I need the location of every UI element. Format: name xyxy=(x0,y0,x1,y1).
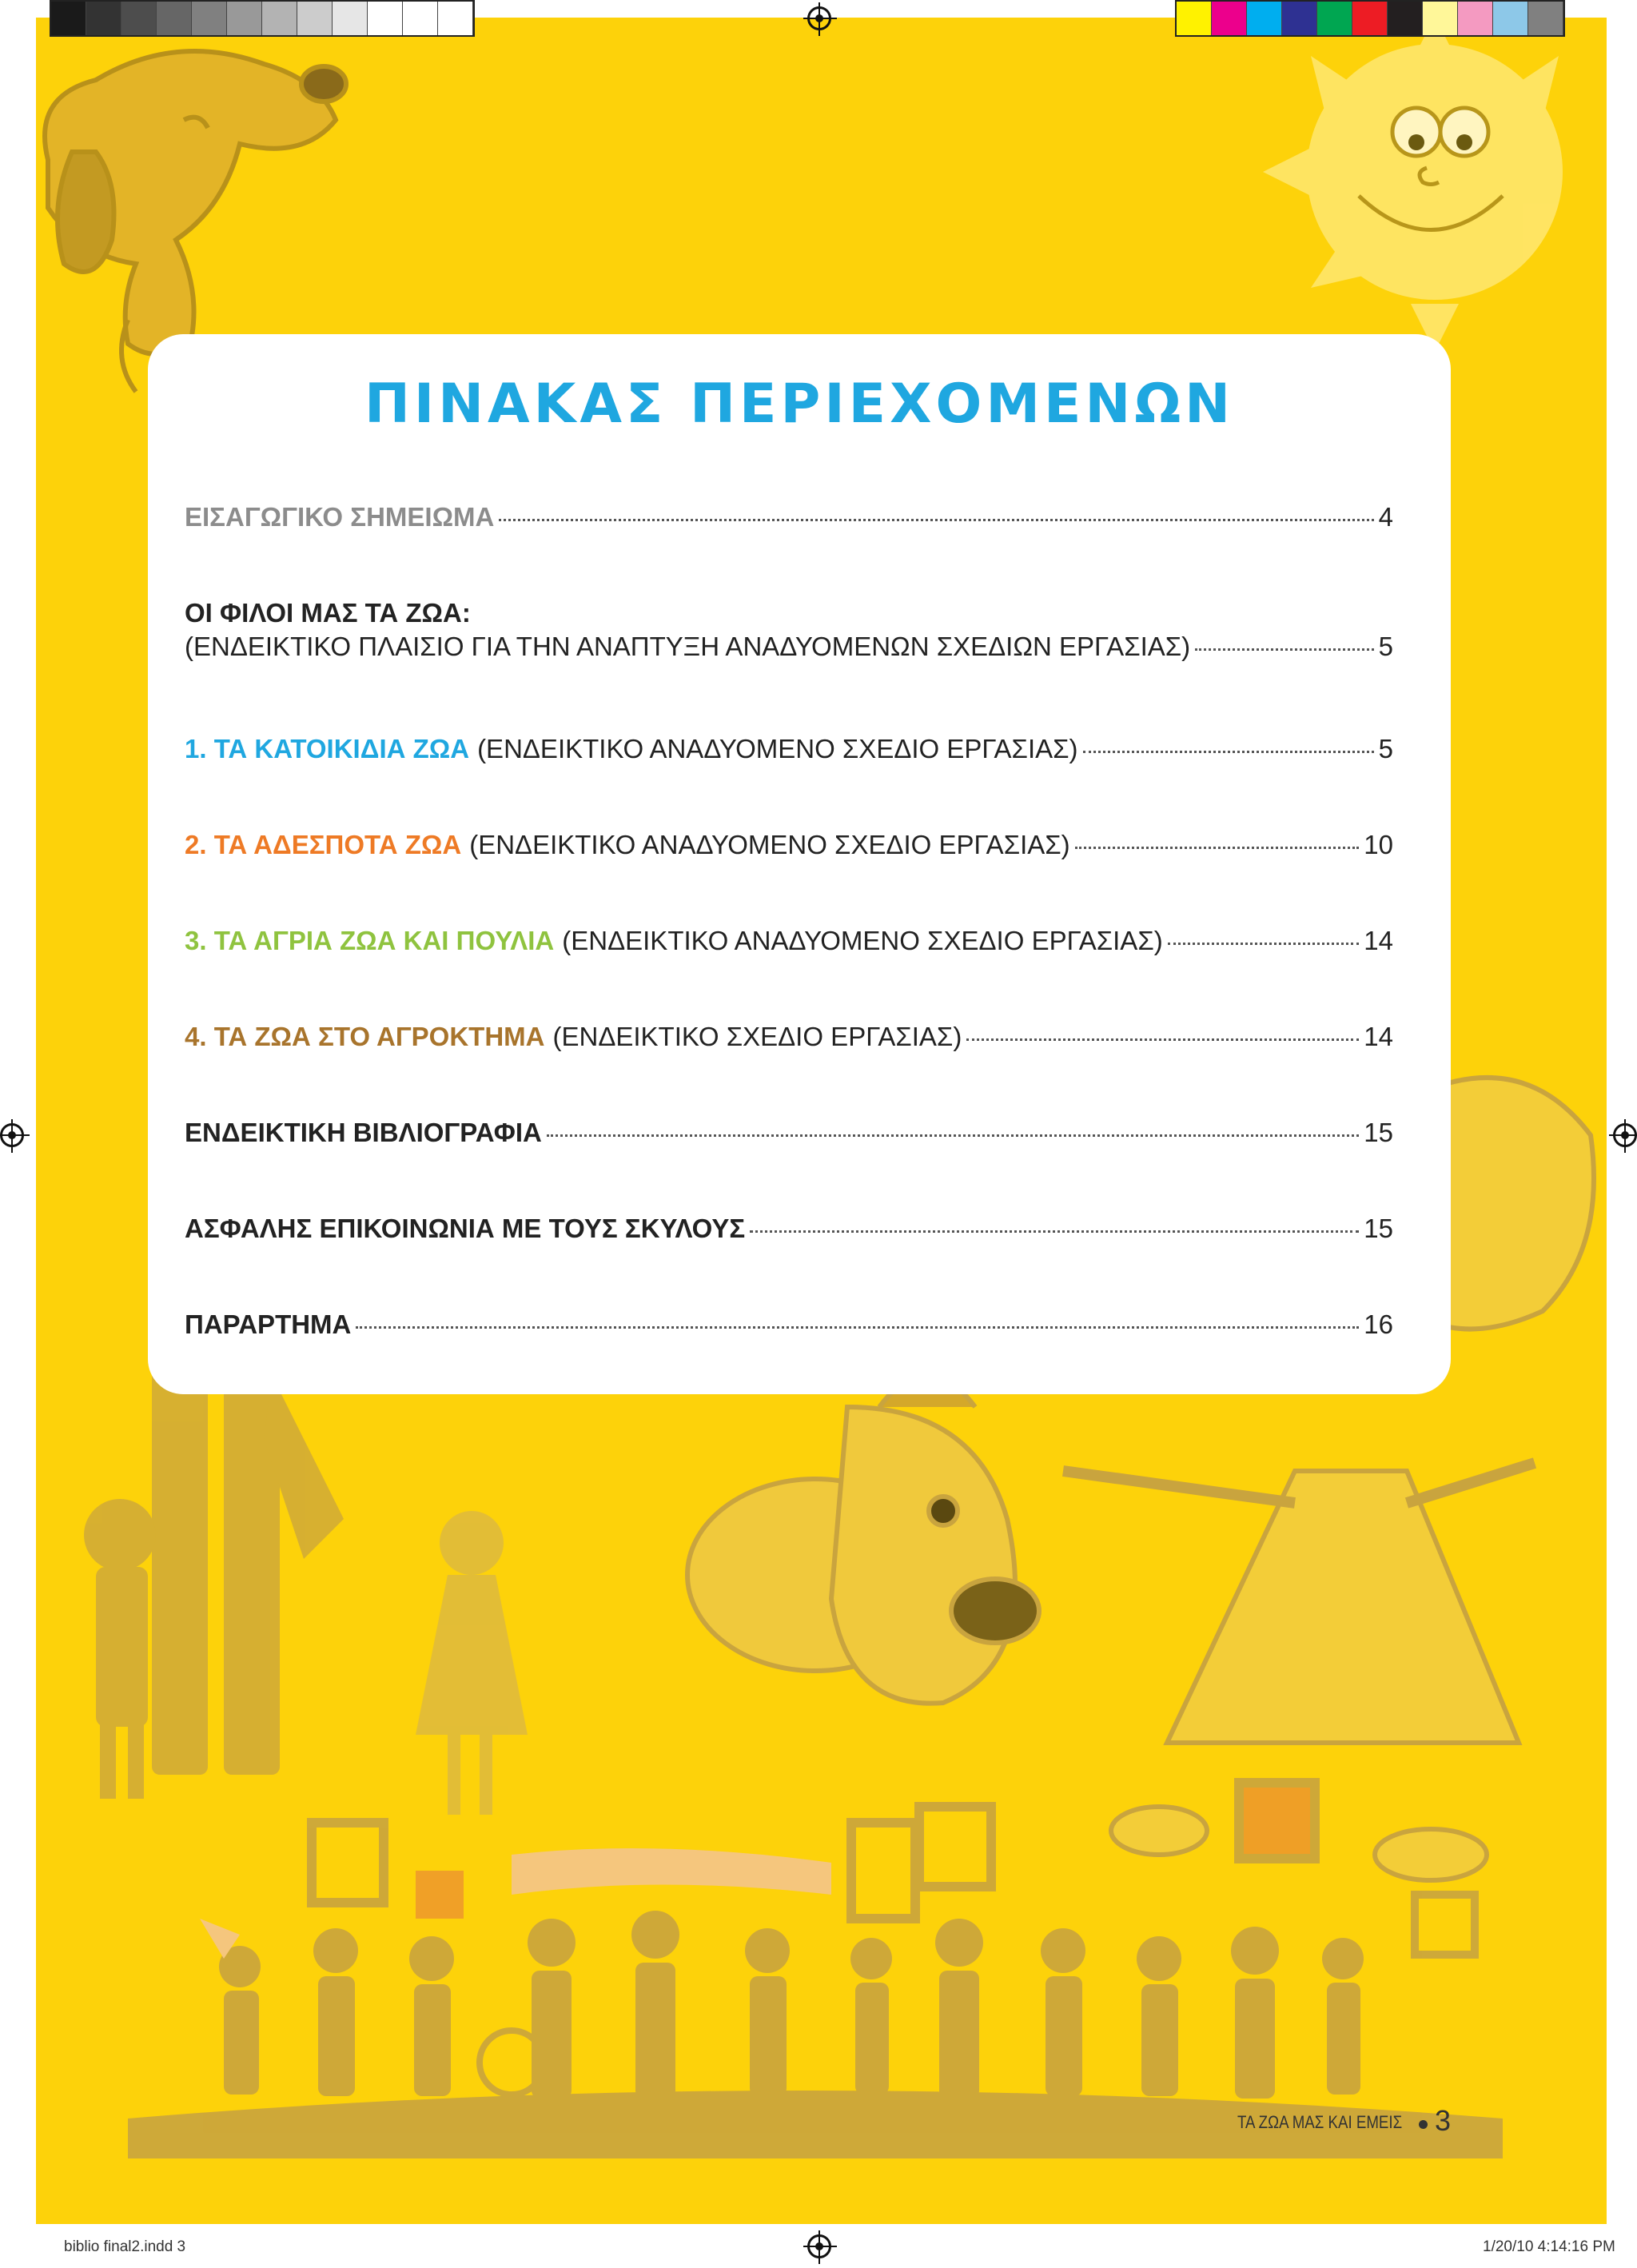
color-swatch xyxy=(1423,2,1458,35)
toc-entry-label: ΕΙΣΑΓΩΓΙΚΟ ΣΗΜΕΙΩΜΑ xyxy=(185,502,495,532)
color-swatch xyxy=(333,2,368,35)
toc-entry-note: (ΕΝΔΕΙΚΤΙΚΟ ΑΝΑΔΥΟΜΕΝΟ ΣΧΕΔΙΟ ΕΡΓΑΣΙΑΣ) xyxy=(477,734,1078,763)
color-swatch xyxy=(1458,2,1493,35)
registration-mark-left xyxy=(0,1123,24,1147)
toc-page-number: 14 xyxy=(1364,926,1393,955)
dot-leader xyxy=(1168,942,1360,945)
color-swatch xyxy=(1352,2,1388,35)
color-swatch xyxy=(403,2,438,35)
color-swatch xyxy=(297,2,333,35)
sun-illustration xyxy=(1263,16,1563,352)
toc-entry-label: ΠΑΡΑΡΤΗΜΑ xyxy=(185,1309,352,1339)
toc-entry-farm-animals[interactable] xyxy=(185,1022,1393,1052)
toc-page-number: 15 xyxy=(1364,1118,1393,1147)
cmyk-color-bar xyxy=(1175,0,1565,37)
color-swatch xyxy=(1317,2,1352,35)
toc-entry-safe-communication[interactable] xyxy=(185,1214,1393,1244)
color-swatch xyxy=(227,2,262,35)
dot-leader xyxy=(499,518,1373,521)
color-swatch xyxy=(1212,2,1247,35)
dot-leader xyxy=(1083,750,1374,753)
color-swatch xyxy=(51,2,86,35)
color-swatch xyxy=(1388,2,1423,35)
toc-page-number: 10 xyxy=(1364,830,1393,859)
grayscale-color-bar xyxy=(50,0,475,37)
toc-entry-pets[interactable] xyxy=(185,734,1393,764)
color-swatch xyxy=(1247,2,1282,35)
toc-entry-note: (ΕΝΔΕΙΚΤΙΚΟ ΑΝΑΔΥΟΜΕΝΟ ΣΧΕΔΙΟ ΕΡΓΑΣΙΑΣ) xyxy=(469,830,1070,859)
toc-entry-bibliography[interactable] xyxy=(185,1118,1393,1148)
registration-mark-right xyxy=(1613,1123,1637,1147)
toc-entry-label: 1. ΤΑ ΚΑΤΟΙΚΙΔΙΑ ΖΩΑ xyxy=(185,734,470,763)
toc-page-number: 14 xyxy=(1364,1022,1393,1051)
dot-leader xyxy=(356,1325,1359,1329)
toc-entry-stray-animals[interactable] xyxy=(185,830,1393,860)
toc-entry-label: 2. ΤΑ ΑΔΕΣΠΟΤΑ ΖΩΑ xyxy=(185,830,462,859)
color-swatch xyxy=(192,2,227,35)
toc-entry-label: ΕΝΔΕΙΚΤΙΚΗ ΒΙΒΛΙΟΓΡΑΦΙΑ xyxy=(185,1118,542,1147)
color-swatch xyxy=(1528,2,1563,35)
kids-and-dog-illustration xyxy=(84,1359,528,1815)
dot-leader xyxy=(750,1230,1359,1233)
color-swatch xyxy=(262,2,297,35)
footer-bullet-icon xyxy=(1419,2120,1428,2129)
toc-entry-friends-animals[interactable] xyxy=(185,598,1393,662)
toc-entry-appendix[interactable] xyxy=(185,1309,1393,1340)
toc-entry-label: (ΕΝΔΕΙΚΤΙΚΟ ΠΛΑΙΣΙΟ ΓΙΑ ΤΗΝ ΑΝΑΠΤΥΞΗ ΑΝΑΔΥΟΜΕΝΩΝ ΣΧΕΔΙΩΝ ΕΡΓΑΣΙΑΣ) xyxy=(185,632,1191,661)
toc-entry-label: ΑΣΦΑΛΗΣ ΕΠΙΚΟΙΝΩΝΙΑ ΜΕ ΤΟΥΣ ΣΚΥΛΟΥΣ xyxy=(185,1214,746,1243)
puppy-illustration xyxy=(687,1375,1039,1704)
toc-entry-wild-animals[interactable] xyxy=(185,926,1393,956)
color-swatch xyxy=(368,2,403,35)
toc-entry-note: (ΕΝΔΕΙΚΤΙΚΟ ΣΧΕΔΙΟ ΕΡΓΑΣΙΑΣ) xyxy=(552,1022,962,1051)
toc-page-number: 4 xyxy=(1378,502,1393,532)
registration-mark-bottom xyxy=(807,2234,831,2258)
toc-page-number: 15 xyxy=(1364,1214,1393,1243)
dot-leader xyxy=(547,1134,1359,1137)
toc-page-number: 16 xyxy=(1364,1309,1393,1339)
color-swatch xyxy=(1177,2,1212,35)
dot-leader xyxy=(966,1038,1359,1041)
toc-title: ΠΙΝΑΚΑΣ ΠΕΡΙΕΧΟΜΕΝΩΝ xyxy=(364,373,1235,436)
footer-page-number: 3 xyxy=(1435,2104,1452,2137)
color-swatch xyxy=(438,2,473,35)
toc-page-number: 5 xyxy=(1378,632,1393,661)
print-slug-file: biblio final2.indd 3 xyxy=(64,2238,186,2255)
toc-page-number: 5 xyxy=(1378,734,1393,763)
crowd-silhouettes-illustration xyxy=(128,1783,1503,2158)
color-swatch xyxy=(86,2,121,35)
table-of-contents-card xyxy=(148,334,1451,1394)
color-swatch xyxy=(157,2,192,35)
color-swatch xyxy=(121,2,157,35)
color-swatch xyxy=(1493,2,1528,35)
print-slug-timestamp: 1/20/10 4:14:16 PM xyxy=(1483,2238,1615,2255)
registration-mark-top xyxy=(807,6,831,30)
toc-entry-note: (ΕΝΔΕΙΚΤΙΚΟ ΑΝΑΔΥΟΜΕΝΟ ΣΧΕΔΙΟ ΕΡΓΑΣΙΑΣ) xyxy=(562,926,1163,955)
dot-leader xyxy=(1195,648,1373,651)
toc-entry-heading: ΟΙ ΦΙΛΟΙ ΜΑΣ ΤΑ ΖΩΑ: xyxy=(185,598,471,628)
toc-entry-label: 4. ΤΑ ΖΩΑ ΣΤΟ ΑΓΡΟΚΤΗΜΑ xyxy=(185,1022,545,1051)
dot-leader xyxy=(1075,846,1360,849)
color-swatch xyxy=(1282,2,1317,35)
footer-book-title: ΤΑ ΖΩΑ ΜΑΣ ΚΑΙ ΕΜΕΙΣ xyxy=(1237,2112,1403,2132)
toc-entry-label: 3. ΤΑ ΑΓΡΙΑ ΖΩΑ ΚΑΙ ΠΟΥΛΙΑ xyxy=(185,926,555,955)
toc-entry-introduction[interactable] xyxy=(185,502,1393,532)
